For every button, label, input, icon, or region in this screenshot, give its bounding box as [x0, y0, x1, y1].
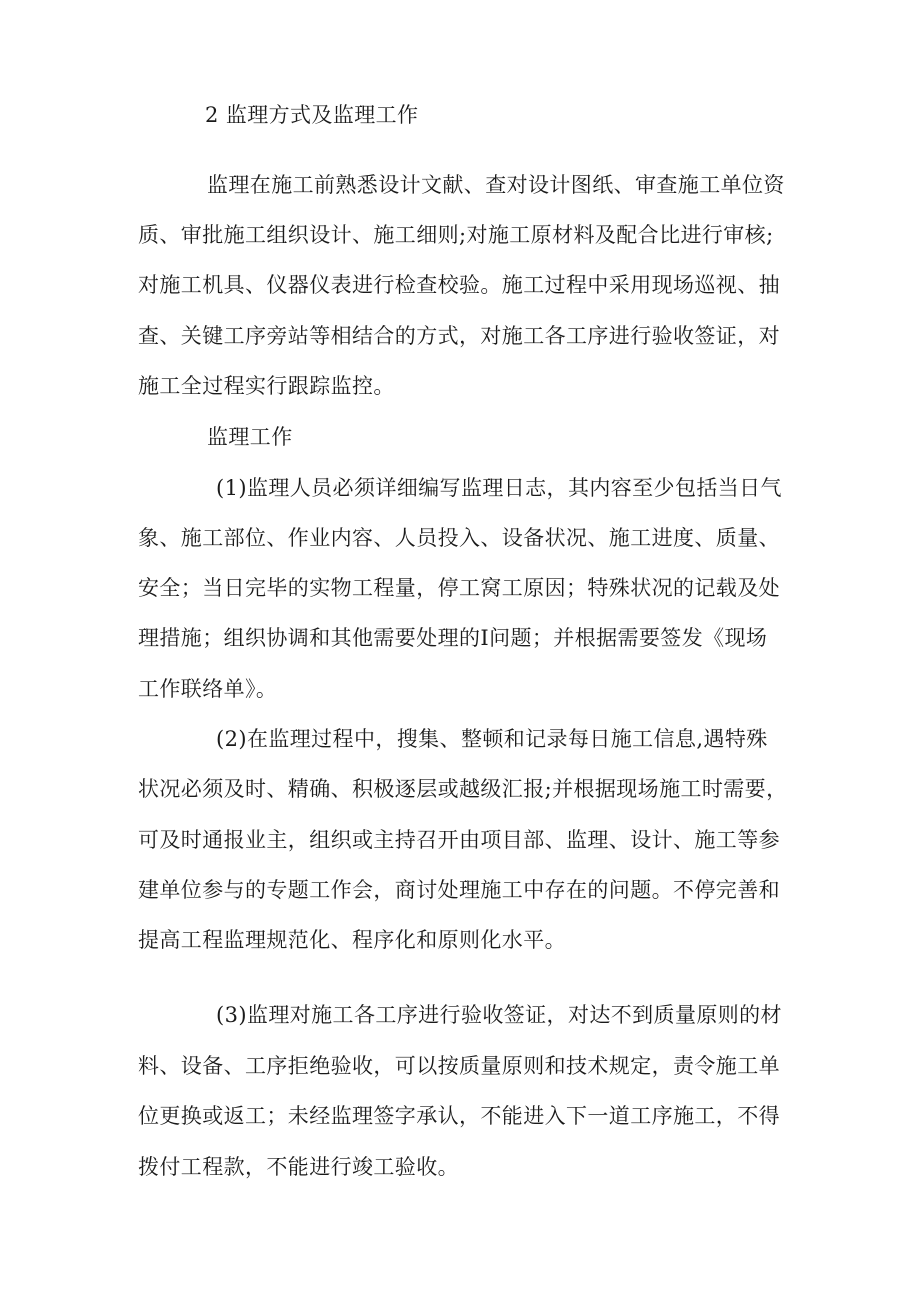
section-heading: 2 监理方式及监理工作	[205, 103, 419, 127]
item-2-line: 建单位参与的专题工作会，商讨处理施工中存在的问题。不停完善和	[138, 878, 780, 902]
item-3-line: 拨付工程款，不能进行竣工验收。	[138, 1155, 459, 1179]
item-1-line: (1)监理人员必须详细编写监理日志，其内容至少包括当日气	[216, 476, 782, 500]
item-2-line: 可及时通报业主，组织或主持召开由项目部、监理、设计、施工等参	[138, 828, 780, 852]
item-3-line: 位更换或返工；未经监理签字承认，不能进入下一道工序施工，不得	[138, 1104, 780, 1128]
item-3-line: (3)监理对施工各工序进行验收签证，对达不到质量原则的材	[216, 1003, 782, 1027]
item-3-line: 料、设备、工序拒绝验收，可以按质量原则和技术规定，责令施工单	[138, 1054, 780, 1078]
item-1-line: 象、施工部位、作业内容、人员投入、设备状况、施工进度、质量、	[138, 526, 780, 550]
intro-paragraph-line: 质、审批施工组织设计、施工细则;对施工原材料及配合比进行审核;	[138, 223, 774, 247]
intro-paragraph-line: 查、关键工序旁站等相结合的方式，对施工各工序进行验收签证，对	[138, 324, 780, 348]
item-1-line: 理措施；组织协调和其他需要处理的I问题；并根据需要签发《现场	[138, 626, 768, 650]
subsection-title: 监理工作	[207, 425, 293, 449]
item-2-line: 状况必须及时、精确、积极逐层或越级汇报;并根据现场施工时需要，	[138, 777, 788, 801]
intro-paragraph-line: 对施工机具、仪器仪表进行检查校验。施工过程中采用现场巡视、抽	[138, 273, 780, 297]
item-1-line: 工作联络单》。	[138, 677, 278, 701]
item-1-line: 安全；当日完毕的实物工程量，停工窝工原因；特殊状况的记载及处	[138, 576, 780, 600]
item-2-line: 提高工程监理规范化、程序化和原则化水平。	[138, 928, 566, 952]
item-2-line: (2)在监理过程中，搜集、整顿和记录每日施工信息,遇特殊	[216, 727, 768, 751]
intro-paragraph-line: 施工全过程实行跟踪监控。	[138, 374, 395, 398]
intro-paragraph-line: 监理在施工前熟悉设计文献、查对设计图纸、审查施工单位资	[207, 173, 785, 197]
